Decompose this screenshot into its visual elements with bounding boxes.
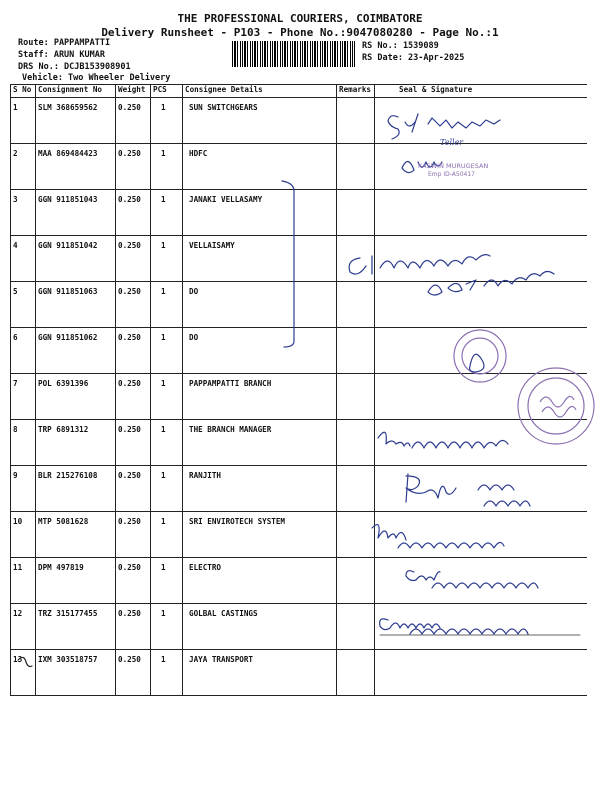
signature-rows-4-6 <box>349 255 554 295</box>
cell-weight: 0.250 <box>116 558 151 604</box>
col-pcs: PCS <box>151 85 183 98</box>
cell-consignee: SRI ENVIROTECH SYSTEM <box>183 512 337 558</box>
cell-consignment-no: DPM 497819 <box>36 558 116 604</box>
cell-consignment-no: TRZ 315177455 <box>36 604 116 650</box>
cell-pcs: 1 <box>151 512 183 558</box>
cell-consignment-no: BLR 215276108 <box>36 466 116 512</box>
cell-pcs: 1 <box>151 190 183 236</box>
cell-consignment-no: GGN 911851063 <box>36 282 116 328</box>
col-consignment: Consignment No <box>36 85 116 98</box>
signature-row-10 <box>406 474 530 506</box>
rs-number: RS No.: 1539089 <box>362 41 439 51</box>
vehicle-label: Vehicle: Two Wheeler Delivery <box>22 73 171 83</box>
cell-weight: 0.250 <box>116 98 151 144</box>
runsheet-title: Delivery Runsheet - P103 - Phone No.:9047080280 - Page No.:1 <box>101 26 499 39</box>
cell-pcs: 1 <box>151 604 183 650</box>
cell-consignee: RANJITH <box>183 466 337 512</box>
cell-pcs: 1 <box>151 98 183 144</box>
cell-pcs: 1 <box>151 650 183 696</box>
cell-pcs: 1 <box>151 144 183 190</box>
cell-sno: 6 <box>11 328 36 374</box>
route-label: Route: PAPPAMPATTI <box>18 38 111 48</box>
cell-consignee: JAYA TRANSPORT <box>183 650 337 696</box>
col-sno: S No <box>11 85 36 98</box>
company-title: THE PROFESSIONAL COURIERS, COIMBATORE <box>177 12 423 25</box>
cell-consignment-no: TRP 6891312 <box>36 420 116 466</box>
bracket-rows-3-6 <box>282 181 294 347</box>
cell-consignment-no: IXM 303518757 <box>36 650 116 696</box>
cell-consignment-no: MTP 5081628 <box>36 512 116 558</box>
cell-consignment-no: SLM 368659562 <box>36 98 116 144</box>
signature-row-12 <box>406 571 538 588</box>
cell-sno: 5 <box>11 282 36 328</box>
col-consignee: Consignee Details <box>183 85 337 98</box>
cell-consignee: DO <box>183 282 337 328</box>
cell-consignee: VELLAISAMY <box>183 236 337 282</box>
cell-consignee: THE BRANCH MANAGER <box>183 420 337 466</box>
cell-sno: 7 <box>11 374 36 420</box>
stray-mark <box>18 657 32 666</box>
cell-consignee: JANAKI VELLASAMY <box>183 190 337 236</box>
cell-pcs: 1 <box>151 374 183 420</box>
cell-sno: 3 <box>11 190 36 236</box>
cell-consignee: PAPPAMPATTI BRANCH <box>183 374 337 420</box>
cell-weight: 0.250 <box>116 236 151 282</box>
cell-sno: 9 <box>11 466 36 512</box>
cell-pcs: 1 <box>151 558 183 604</box>
cell-consignment-no: GGN 911851043 <box>36 190 116 236</box>
cell-sno: 8 <box>11 420 36 466</box>
cell-sno: 1 <box>11 98 36 144</box>
cell-consignee: SUN SWITCHGEARS <box>183 98 337 144</box>
cell-sno: 12 <box>11 604 36 650</box>
cell-consignee: DO <box>183 328 337 374</box>
cell-weight: 0.250 <box>116 328 151 374</box>
cell-weight: 0.250 <box>116 466 151 512</box>
cell-consignment-no: GGN 911851042 <box>36 236 116 282</box>
cell-pcs: 1 <box>151 328 183 374</box>
cell-weight: 0.250 <box>116 144 151 190</box>
cell-pcs: 1 <box>151 420 183 466</box>
cell-sno: 13 <box>11 650 36 696</box>
cell-weight: 0.250 <box>116 604 151 650</box>
cell-consignment-no: POL 6391396 <box>36 374 116 420</box>
staff-label: Staff: ARUN KUMAR <box>18 50 105 60</box>
company-stamp <box>454 330 506 382</box>
cell-weight: 0.250 <box>116 374 151 420</box>
stamp-emp-id: Emp ID-A50417 <box>428 171 475 178</box>
cell-consignment-no: GGN 911851062 <box>36 328 116 374</box>
signature-row-1 <box>388 114 500 139</box>
signature-row-13 <box>380 619 580 635</box>
cell-weight: 0.250 <box>116 512 151 558</box>
signature-row-9 <box>378 432 508 448</box>
rs-date: RS Date: 23-Apr-2025 <box>362 53 465 63</box>
cell-weight: 0.250 <box>116 420 151 466</box>
signature-row-11 <box>372 525 504 548</box>
cell-sno: 2 <box>11 144 36 190</box>
drs-label: DRS No.: DCJB153908901 <box>18 62 131 72</box>
cell-sno: 11 <box>11 558 36 604</box>
col-remarks: Remarks <box>337 85 375 98</box>
teller-label: Teller <box>440 138 464 147</box>
cell-pcs: 1 <box>151 466 183 512</box>
cell-weight: 0.250 <box>116 190 151 236</box>
cell-sno: 4 <box>11 236 36 282</box>
cell-weight: 0.250 <box>116 282 151 328</box>
stamp-name: KASWIN MURUGESAN <box>418 162 489 170</box>
cell-consignee: ELECTRO <box>183 558 337 604</box>
cell-pcs: 1 <box>151 282 183 328</box>
col-weight: Weight <box>116 85 151 98</box>
cell-pcs: 1 <box>151 236 183 282</box>
cell-consignee: HDFC <box>183 144 337 190</box>
cell-consignment-no: MAA 869484423 <box>36 144 116 190</box>
cell-sno: 10 <box>11 512 36 558</box>
bank-stamp <box>518 368 594 444</box>
cell-consignee: GOLBAL CASTINGS <box>183 604 337 650</box>
col-signature: Seal & Signature <box>375 85 587 98</box>
cell-weight: 0.250 <box>116 650 151 696</box>
